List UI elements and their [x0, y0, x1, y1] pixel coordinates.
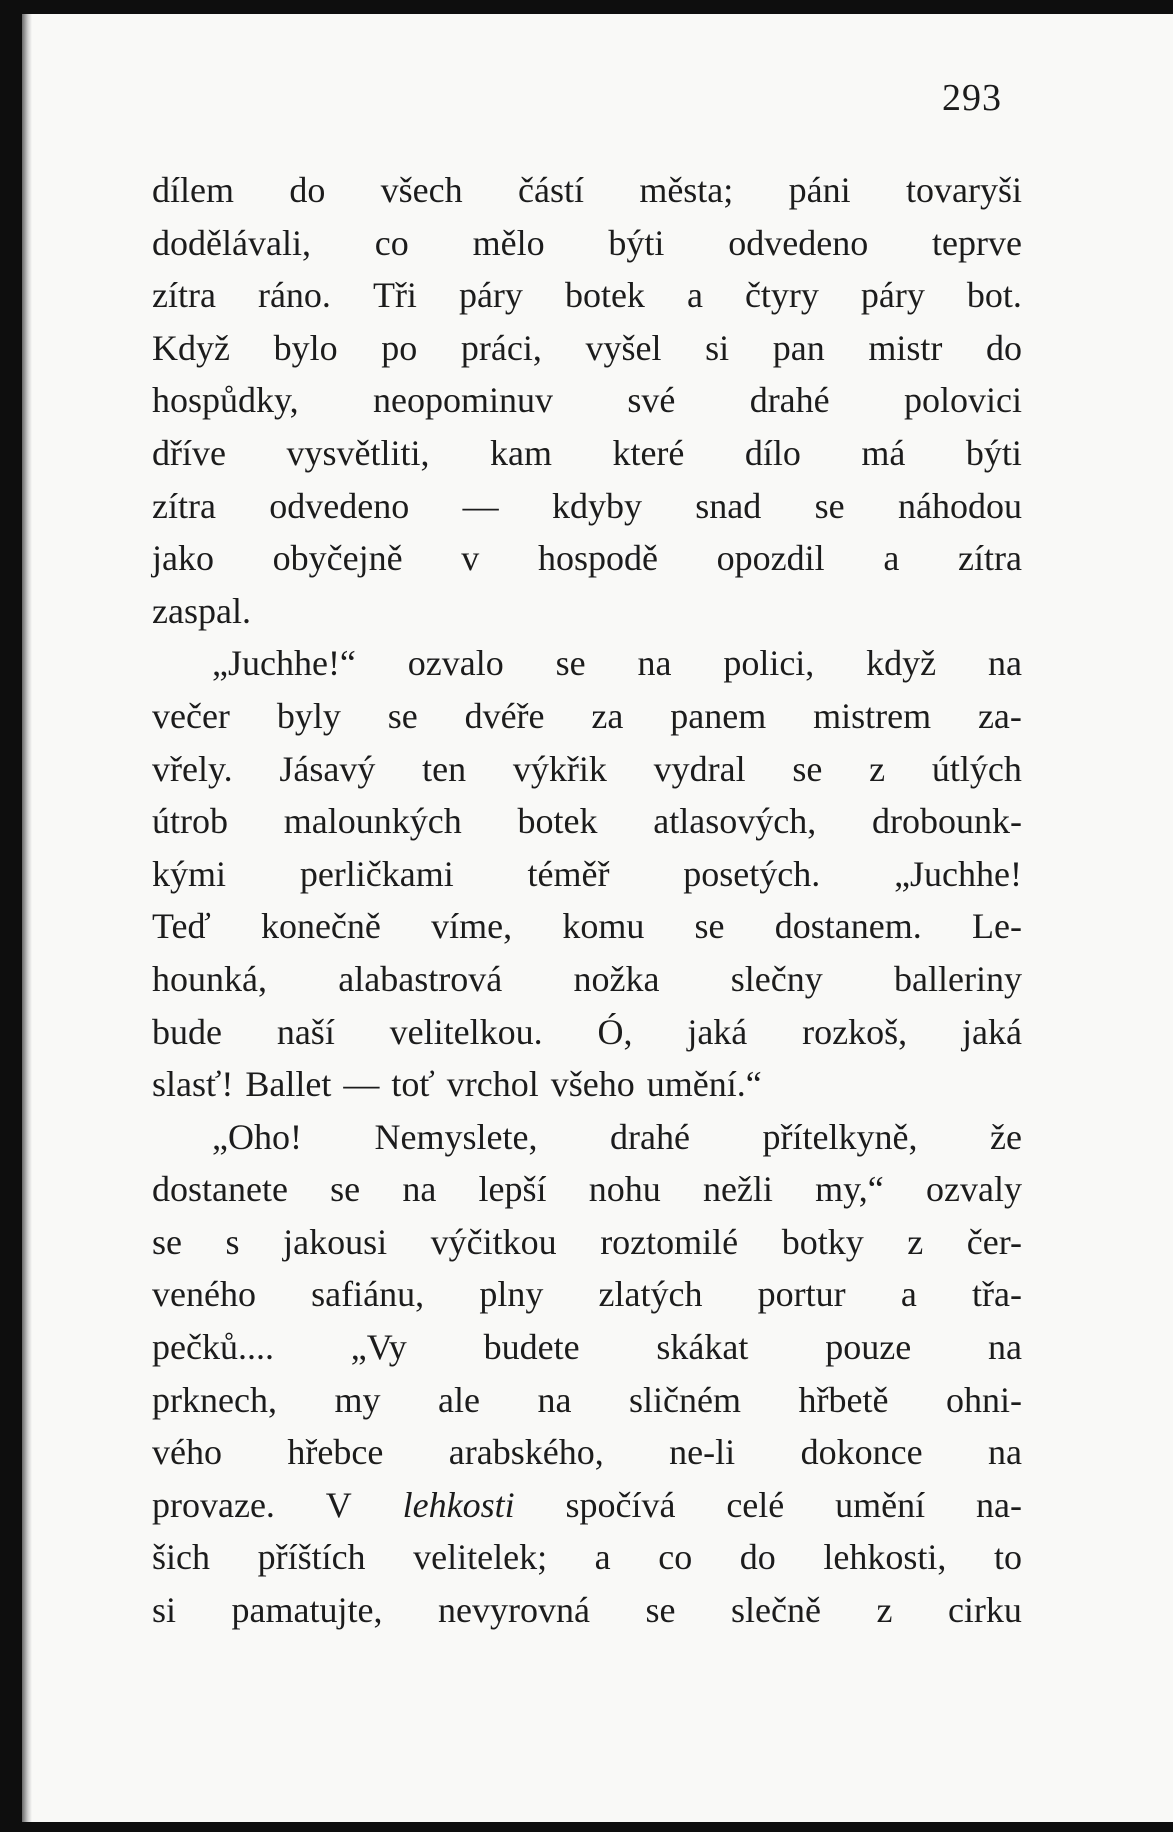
word: čer- [966, 1221, 1022, 1262]
word: býti [608, 222, 665, 263]
word: neopominuv [373, 380, 553, 421]
word: dříve [152, 432, 226, 473]
word: ozvalo [407, 643, 504, 684]
word: hospůdky, [152, 380, 299, 421]
word: ozvaly [925, 1169, 1022, 1210]
word: balleriny [894, 958, 1022, 999]
word: mistrem [813, 695, 932, 736]
word: města; [639, 170, 734, 210]
word: Nemyslete, [374, 1116, 538, 1157]
word: lehkosti [402, 1484, 515, 1525]
body-text [152, 164, 1022, 1637]
word: hřbetě [798, 1379, 889, 1420]
word: zlatých [598, 1274, 703, 1315]
text-line [152, 1111, 1022, 1164]
word: zítra [152, 485, 216, 526]
word: nevyrovná [438, 1590, 590, 1631]
text-line [152, 1006, 1022, 1059]
word: perličkami [299, 853, 454, 894]
word: se [694, 906, 725, 947]
word: drobounk- [871, 801, 1022, 842]
word: své [627, 380, 676, 421]
text-line [152, 848, 1022, 901]
word: umění.“ [646, 1064, 762, 1105]
word: slečny [730, 958, 823, 999]
word: jaká [687, 1011, 748, 1052]
word: V [325, 1484, 352, 1525]
word: za [591, 695, 624, 736]
word: slečně [730, 1590, 821, 1631]
word: mělo [472, 222, 545, 263]
word: my,“ [815, 1169, 884, 1210]
word: teprve [932, 222, 1022, 263]
word: drahé [749, 380, 830, 421]
word: vydral [653, 748, 746, 789]
word: na [988, 1432, 1022, 1473]
word: z [907, 1221, 924, 1262]
word: odvedeno [728, 222, 869, 263]
word: čtyry [744, 275, 819, 316]
word: víme, [431, 906, 513, 947]
word: třa- [972, 1274, 1022, 1315]
word: Teď [152, 906, 211, 947]
word: portur [757, 1274, 846, 1315]
word: malounkých [283, 801, 462, 842]
word: ale [438, 1379, 480, 1420]
word: naší [276, 1011, 335, 1052]
word: jakousi [283, 1221, 388, 1262]
word: se [555, 643, 586, 684]
word: hospodě [537, 538, 658, 579]
word: Když [152, 327, 230, 368]
word: Le- [971, 906, 1022, 947]
word: „Juchhe! [894, 853, 1022, 894]
word: na [402, 1169, 437, 1210]
word: pouze [825, 1327, 912, 1368]
word: výčitkou [430, 1221, 557, 1262]
word: vysvětliti, [286, 432, 430, 473]
page-spine-shadow [22, 14, 32, 1822]
text-line [152, 164, 1022, 217]
word: si [705, 327, 730, 368]
word: bot. [966, 275, 1022, 316]
word: obyčejně [272, 538, 403, 579]
word: ohni- [945, 1379, 1022, 1420]
word: se [330, 1169, 361, 1210]
text-line [152, 1531, 1022, 1584]
word: mistr [868, 327, 943, 368]
word: se [792, 748, 823, 789]
word: dvéře [464, 695, 545, 736]
word: se [152, 1221, 182, 1262]
word: večer [152, 695, 230, 736]
word: arabského, [448, 1432, 604, 1473]
word: — [343, 1064, 380, 1105]
page-number: 293 [942, 77, 1002, 119]
word: vřely. [152, 748, 233, 789]
word: cirku [947, 1590, 1022, 1631]
word: — [462, 485, 499, 526]
word: odvedeno [269, 485, 410, 526]
word: po [381, 327, 418, 368]
word: býti [965, 432, 1022, 473]
word: veného [152, 1274, 256, 1315]
word: tovaryši [905, 170, 1022, 210]
word: ten [422, 748, 467, 789]
word: budete [483, 1327, 580, 1368]
word: snad [695, 485, 762, 526]
word: konečně [260, 906, 381, 947]
word: prknech, [152, 1379, 277, 1420]
text-line [152, 1479, 1022, 1532]
word: výkřik [512, 748, 607, 789]
text-line [152, 1584, 1022, 1637]
word: vyšel [585, 327, 662, 368]
word: dílo [744, 432, 801, 473]
word: ne-li [669, 1432, 736, 1473]
word: jako [152, 538, 214, 579]
word: opozdil [716, 538, 825, 579]
text-line [152, 585, 1022, 638]
word: a [594, 1537, 611, 1578]
word: co [374, 222, 409, 263]
text-line [152, 637, 1022, 690]
word: dostanete [152, 1169, 288, 1210]
word: ráno. [257, 275, 331, 316]
word: do [739, 1537, 776, 1578]
word: nožka [573, 958, 660, 999]
word: na [637, 643, 672, 684]
text-line [152, 269, 1022, 322]
text-line [152, 795, 1022, 848]
text-line [152, 1321, 1022, 1374]
word: útlých [931, 748, 1022, 789]
word: všech [380, 170, 463, 210]
text-line [152, 322, 1022, 375]
word: práci, [460, 327, 542, 368]
word: spočívá [565, 1484, 676, 1525]
word: lepší [478, 1169, 547, 1210]
word: téměř [527, 853, 610, 894]
word: sličném [628, 1379, 741, 1420]
word: s [225, 1221, 240, 1262]
word: že [990, 1116, 1022, 1157]
word: panem [670, 695, 767, 736]
text-line [152, 374, 1022, 427]
word: atlasových, [653, 801, 817, 842]
word: kam [489, 432, 552, 473]
word: „Juchhe!“ [212, 643, 356, 684]
word: Tři [372, 275, 417, 316]
word: bylo [273, 327, 338, 368]
word: velitelek; [413, 1537, 548, 1578]
word: botek [564, 275, 645, 316]
word: provaze. [152, 1484, 275, 1525]
text-line [152, 532, 1022, 585]
word: šich [152, 1537, 210, 1578]
word: jaká [961, 1011, 1022, 1052]
text-line [152, 480, 1022, 533]
text-line [152, 1374, 1022, 1427]
word: polovici [903, 380, 1022, 421]
word: v [461, 538, 480, 579]
word: komu [562, 906, 645, 947]
word: velitelkou. [389, 1011, 543, 1052]
word: z [876, 1590, 893, 1631]
word: pan [772, 327, 825, 368]
word: skákat [656, 1327, 749, 1368]
word: páni [788, 170, 851, 210]
word: když [866, 643, 937, 684]
word: a [686, 275, 703, 316]
word: Ballet [245, 1064, 332, 1105]
word: a [900, 1274, 917, 1315]
word: hřebce [287, 1432, 384, 1473]
word: nohu [588, 1169, 661, 1210]
book-page [22, 14, 1173, 1822]
word: na [988, 643, 1022, 684]
word: částí [517, 170, 584, 210]
text-line [152, 690, 1022, 743]
text-line [152, 743, 1022, 796]
word: kdyby [551, 485, 642, 526]
word: náhodou [897, 485, 1022, 526]
word: celé [726, 1484, 785, 1525]
word: lehkosti, [823, 1537, 947, 1578]
word: dílem [152, 170, 234, 210]
word: botek [517, 801, 598, 842]
word: „Oho! [212, 1116, 302, 1157]
word: přítelkyně, [762, 1116, 918, 1157]
word: „Vy [350, 1327, 407, 1368]
word: umění [835, 1484, 926, 1525]
word: pamatujte, [231, 1590, 383, 1631]
text-line [152, 427, 1022, 480]
word: polici, [723, 643, 815, 684]
word: drahé [610, 1116, 690, 1157]
word: Ó, [597, 1011, 633, 1052]
text-line [152, 1058, 1022, 1111]
word: z [869, 748, 886, 789]
word: dokonce [800, 1432, 923, 1473]
word: páry [458, 275, 523, 316]
word: útrob [152, 801, 228, 842]
word: dostanem. [774, 906, 922, 947]
word: posetých. [683, 853, 821, 894]
word: páry [860, 275, 925, 316]
word: příštích [257, 1537, 366, 1578]
word: byly [276, 695, 341, 736]
word: pečků.... [152, 1327, 274, 1368]
word: všeho [550, 1064, 635, 1105]
word: má [861, 432, 906, 473]
word: kými [152, 853, 227, 894]
word: toť [391, 1064, 435, 1105]
text-line [152, 1268, 1022, 1321]
word: zaspal. [152, 590, 251, 631]
word: safiánu, [311, 1274, 425, 1315]
word: hounká, [152, 958, 267, 999]
word: za- [977, 695, 1022, 736]
word: se [387, 695, 418, 736]
word: vého [152, 1432, 222, 1473]
text-line [152, 900, 1022, 953]
word: zítra [958, 538, 1022, 579]
word: vrchol [446, 1064, 539, 1105]
word: Jásavý [279, 748, 376, 789]
word: se [814, 485, 845, 526]
word: my [334, 1379, 381, 1420]
word: rozkoš, [802, 1011, 908, 1052]
word: na [537, 1379, 572, 1420]
word: roztomilé [600, 1221, 739, 1262]
word: na- [975, 1484, 1022, 1525]
text-line [152, 1426, 1022, 1479]
word: zítra [152, 275, 216, 316]
word: a [883, 538, 900, 579]
word: plny [479, 1274, 544, 1315]
word: to [993, 1537, 1022, 1578]
word: alabastrová [338, 958, 503, 999]
word: botky [781, 1221, 864, 1262]
word: do [985, 327, 1022, 368]
word: nežli [702, 1169, 773, 1210]
word: co [658, 1537, 693, 1578]
word: si [152, 1590, 177, 1631]
text-line [152, 217, 1022, 270]
text-line [152, 953, 1022, 1006]
text-line [152, 1163, 1022, 1216]
word: do [289, 170, 326, 210]
word: na [988, 1327, 1022, 1368]
word: které [612, 432, 685, 473]
text-line [152, 1216, 1022, 1269]
word: slasť! [152, 1064, 234, 1105]
word: se [645, 1590, 676, 1631]
word: bude [152, 1011, 222, 1052]
word: dodělávali, [152, 222, 311, 263]
